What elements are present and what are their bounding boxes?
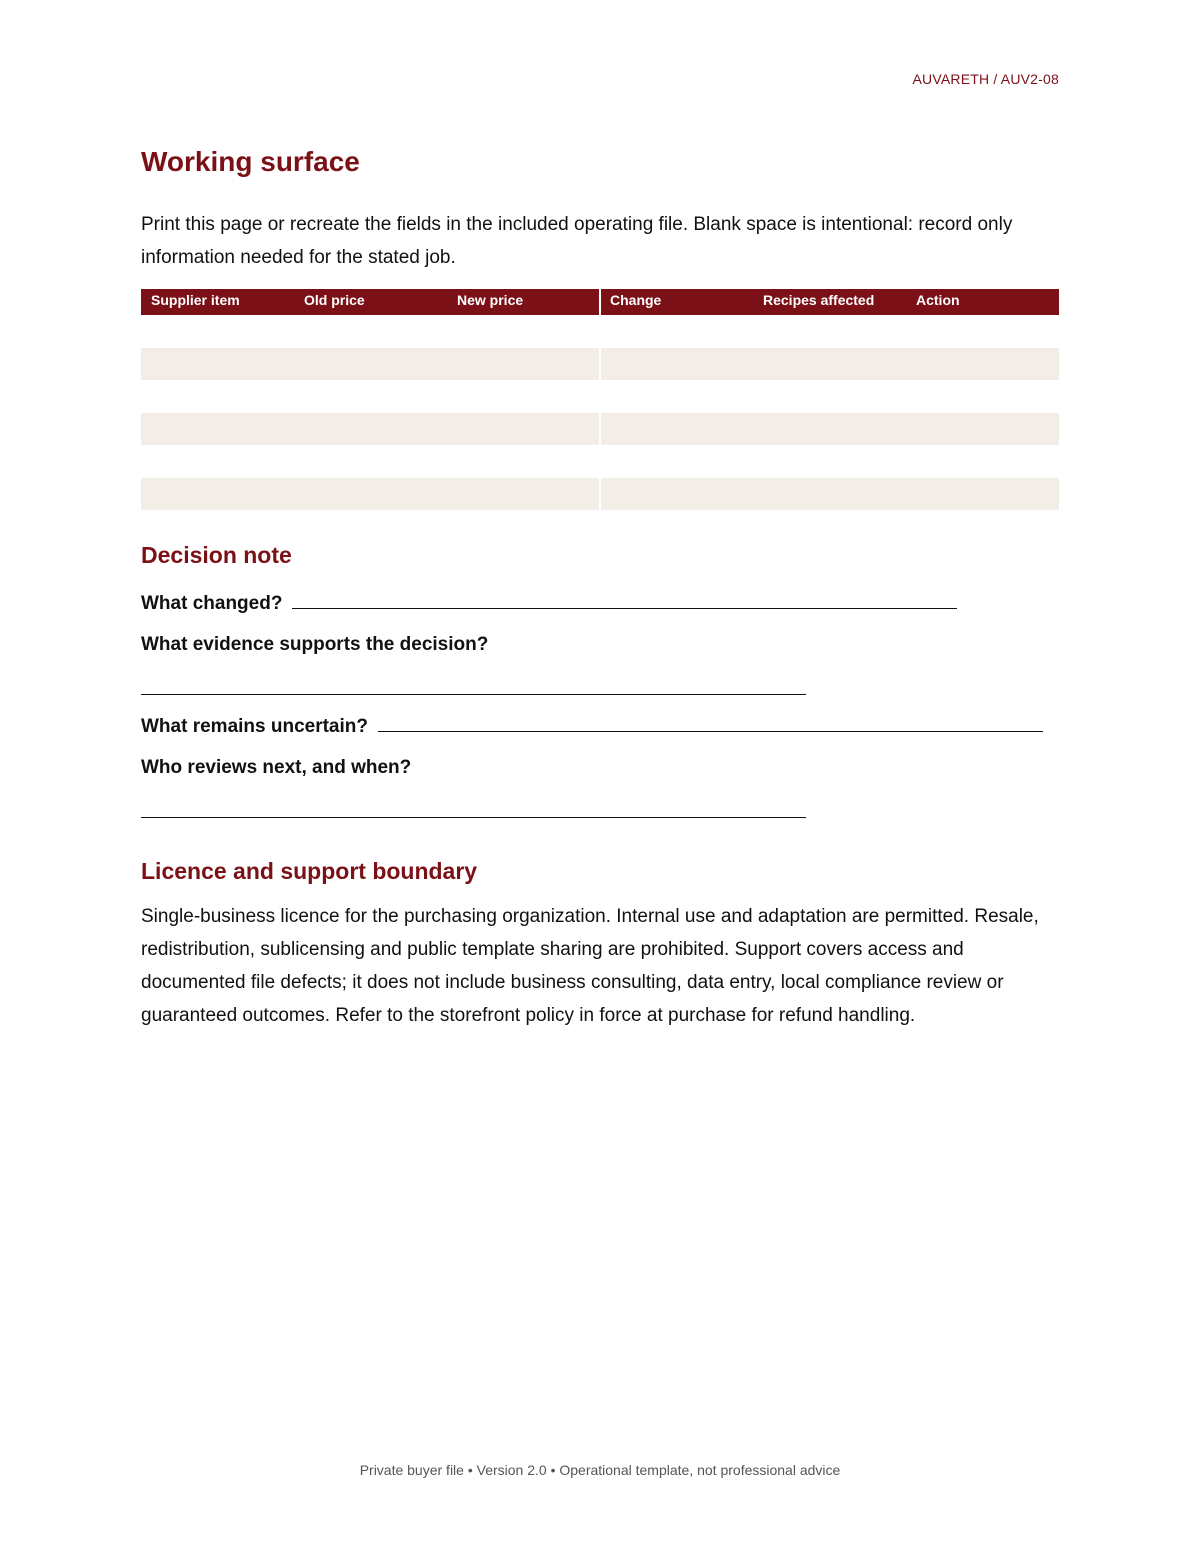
column-divider: [599, 348, 601, 381]
answer-line[interactable]: [378, 709, 1043, 732]
column-header-recipes-affected: Recipes affected: [763, 292, 875, 308]
column-divider: [599, 315, 601, 348]
table-row[interactable]: [141, 445, 1059, 478]
table-header: [141, 289, 1059, 315]
question-label: What remains uncertain?: [141, 716, 368, 737]
table-row[interactable]: [141, 315, 1059, 348]
question-reviewer: [141, 753, 1059, 818]
answer-line[interactable]: [292, 586, 957, 609]
page-content: [141, 140, 1059, 1032]
answer-line[interactable]: [141, 668, 806, 695]
column-header-old-price: Old price: [304, 292, 365, 308]
table-row[interactable]: [141, 348, 1059, 381]
column-header-change: Change: [610, 292, 662, 308]
column-header-supplier-item: Supplier item: [151, 292, 240, 308]
question-label: Who reviews next, and when?: [141, 757, 412, 778]
column-divider: [599, 445, 601, 478]
page-title: Working surface: [141, 146, 360, 177]
table-row[interactable]: [141, 380, 1059, 413]
document-reference: AUVARETH / AUV2-08: [912, 71, 1059, 87]
answer-line[interactable]: [141, 791, 806, 818]
question-uncertain: [141, 709, 1059, 739]
question-evidence: [141, 630, 1059, 695]
page-footer: Private buyer file • Version 2.0 • Operational template, not professional advice: [359, 1462, 841, 1478]
question-label: What evidence supports the decision?: [141, 634, 489, 655]
question-what-changed: [141, 586, 1059, 616]
table-row[interactable]: [141, 478, 1059, 511]
column-divider: [599, 413, 601, 446]
column-divider: [599, 380, 601, 413]
decision-note-questions: [141, 586, 1059, 818]
column-divider: [599, 478, 601, 511]
licence-paragraph: Single-business licence for the purchasing organization. Internal use and adaptation are permitted. Resale, redistribution, sublicensing and public template sharing are prohibited. Support covers access and documented file defects; it does not include business consulting, data entry, local compliance review or guaranteed outcomes. Refer to the storefront policy in force at purchase for refund handling.: [141, 906, 1039, 1026]
decision-note-title: Decision note: [141, 542, 292, 568]
column-divider: [599, 289, 601, 315]
column-header-action: Action: [916, 292, 960, 308]
intro-paragraph: Print this page or recreate the fields in the included operating file. Blank space is intentional: record only information needed for the stated job.: [141, 214, 1013, 268]
price-change-table: [141, 289, 1059, 510]
column-header-new-price: New price: [457, 292, 524, 308]
table-row[interactable]: [141, 413, 1059, 446]
licence-title: Licence and support boundary: [141, 858, 478, 884]
question-label: What changed?: [141, 593, 283, 614]
